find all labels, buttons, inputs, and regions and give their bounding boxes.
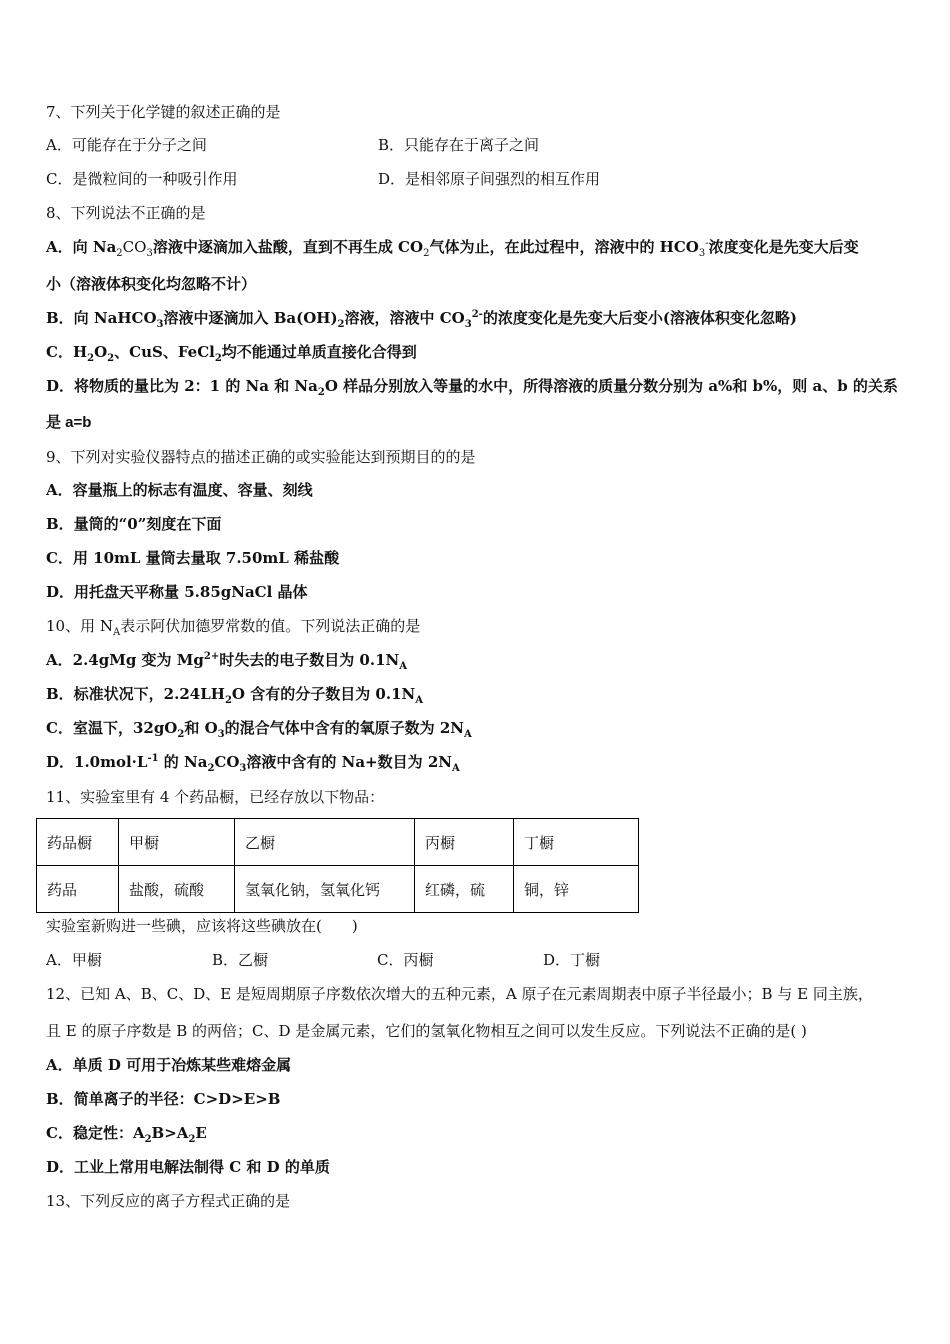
q13-stem: 13、下列反应的离子方程式正确的是 — [46, 1192, 291, 1210]
q8-option-d-cont: 是 a=b — [46, 414, 92, 431]
q8-option-c: C．$H_2O_2$、CuS、FeCl$_2$均不能通过单质直接化合得到 — [46, 343, 417, 364]
q8-option-d: D．将物质的量比为 2：1 的 Na 和 $Na_2O$ 样品分别放入等量的水中，所得溶液的质量分数分别为 a%和 b%，则 a、b 的关系 — [46, 377, 898, 398]
table-cell: 氢氧化钠，氢氧化钙 — [235, 866, 415, 913]
q8-option-a: A．向 $Na_2CO_3$溶液中逐滴加入盐酸，直到不再生成 $CO_2$气体为止，在此过程中，溶液中的 $HCO_3^-$浓度变化是先变大后变 — [46, 238, 859, 259]
q10-option-a: A．2.4gMg 变为 $Mg^{2+}$时失去的电子数目为 $0.1N_A$ — [46, 651, 407, 672]
q9-option-c: C．用 10mL 量筒去量取 7.50mL 稀盐酸 — [46, 549, 340, 567]
q7-option-c: C．是微粒间的一种吸引作用 — [46, 170, 238, 188]
q8-option-a-cont: 小（溶液体积变化均忽略不计） — [46, 275, 257, 293]
table-cell: 药品 — [37, 866, 119, 913]
q10-option-b: B．标准状况下，$2.24LH_2O$ 含有的分子数目为 $0.1N_A$ — [46, 685, 423, 706]
table-cell: 丁橱 — [514, 819, 639, 866]
q12-option-c: C．稳定性：$A_2B>A_2E$ — [46, 1124, 207, 1145]
q10-option-d: D．$1.0mol\cdot L^{-1}$ 的 $Na_2CO_3$溶液中含有的 Na+数目为 $2N_A$ — [46, 753, 460, 774]
q10-option-c: C．室温下，$32gO_2$和 $O_3$的混合气体中含有的氧原子数为 $2N_A$ — [46, 719, 472, 740]
q12-stem-line2: 且 E 的原子序数是 B 的两倍；C、D 是金属元素，它们的氢氧化物相互之间可以发生反应。下列说法不正确的是( ) — [46, 1022, 807, 1040]
table-row-header — [37, 819, 639, 866]
q12-option-a: A．单质 D 可用于冶炼某些难熔金属 — [46, 1056, 292, 1074]
q9-option-b: B．量筒的“0”刻度在下面 — [46, 515, 222, 533]
table-cell: 甲橱 — [119, 819, 235, 866]
q7-option-d: D．是相邻原子间强烈的相互作用 — [378, 170, 601, 188]
q7-option-b: B．只能存在于离子之间 — [378, 136, 540, 154]
q11-stem: 11、实验室里有 4 个药品橱，已经存放以下物品： — [46, 788, 385, 806]
q11-option-d: D．丁橱 — [543, 951, 601, 969]
q12-option-d: D．工业上常用电解法制得 C 和 D 的单质 — [46, 1158, 330, 1176]
q10-stem: 10、用 $N_A$表示阿伏加德罗常数的值。下列说法正确的是 — [46, 617, 421, 638]
table-cell: 乙橱 — [235, 819, 415, 866]
table-cell: 药品橱 — [37, 819, 119, 866]
q11-option-c: C．丙橱 — [377, 951, 434, 969]
table-cell: 红磷，硫 — [415, 866, 514, 913]
table-row — [37, 866, 639, 913]
q9-stem: 9、下列对实验仪器特点的描述正确的或实验能达到预期目的的是 — [46, 448, 476, 466]
table-cell: 盐酸，硫酸 — [119, 866, 235, 913]
cabinet-table — [36, 818, 639, 913]
q7-option-a: A．可能存在于分子之间 — [46, 136, 207, 154]
q12-option-b: B．简单离子的半径：C>D>E>B — [46, 1090, 281, 1108]
q8-stem: 8、下列说法不正确的是 — [46, 204, 206, 222]
q11-option-b: B．乙橱 — [212, 951, 269, 969]
q11-option-a: A．甲橱 — [46, 951, 102, 969]
table-cell: 丙橱 — [415, 819, 514, 866]
table-cell: 铜，锌 — [514, 866, 639, 913]
q12-stem-line1: 12、已知 A、B、C、D、E 是短周期原子序数依次增大的五种元素，A 原子在元素周期表中原子半径最小；B 与 E 同主族， — [46, 985, 873, 1003]
q9-option-d: D．用托盘天平称量 5.85gNaCl 晶体 — [46, 583, 308, 601]
q9-option-a: A．容量瓶上的标志有温度、容量、刻线 — [46, 481, 313, 499]
q8-option-b: B．向 NaHCO$_3$溶液中逐滴加入 $Ba(OH)_2$溶液，溶液中 $CO_3^{2-}$的浓度变化是先变大后变小(溶液体积变化忽略) — [46, 309, 798, 330]
q7-stem: 7、下列关于化学键的叙述正确的是 — [46, 103, 281, 121]
q11-question: 实验室新购进一些碘，应该将这些碘放在( ) — [46, 917, 358, 935]
